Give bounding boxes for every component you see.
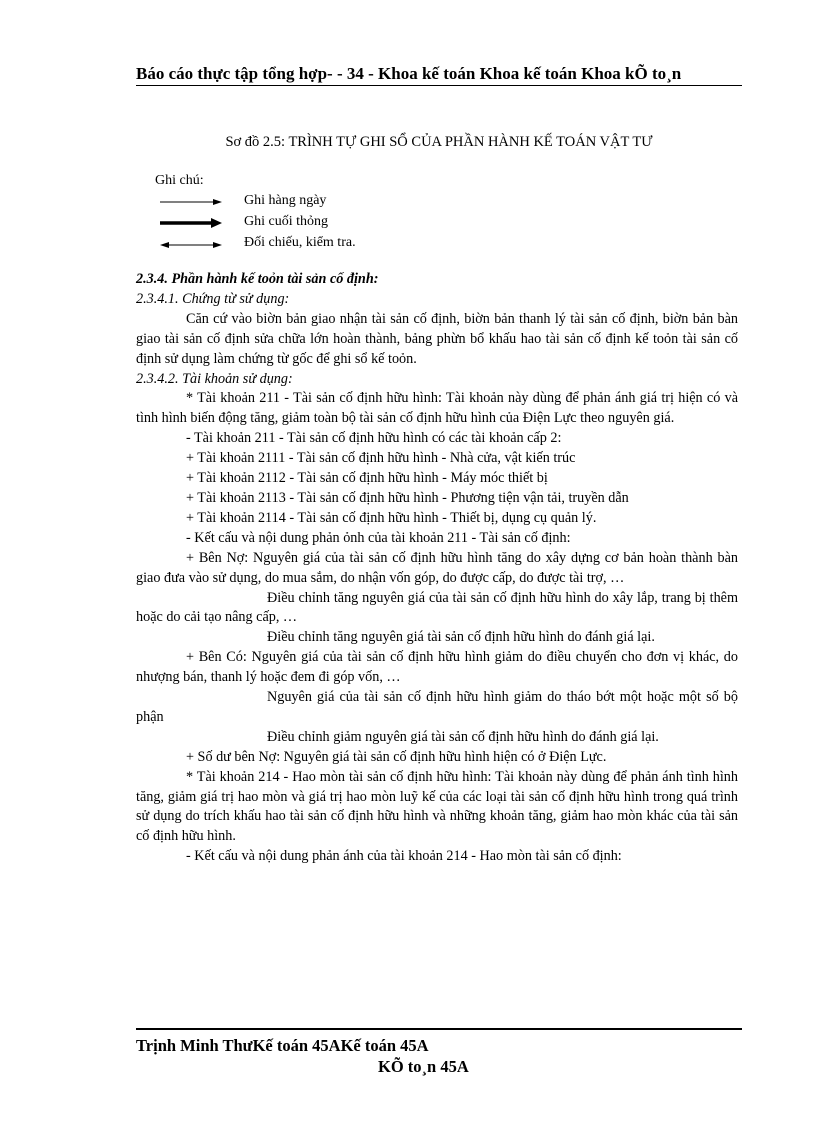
subsection-heading: 2.3.4.2. Tài khoản sử dụng: xyxy=(136,370,293,387)
thick-arrow-right-icon xyxy=(160,214,222,232)
legend-item-reconcile xyxy=(160,235,560,253)
legend-item-daily xyxy=(160,193,560,211)
paragraph: Nguyên giá của tài sản cố định hữu hình giảm do tháo bớt một hoặc một số bộ phận xyxy=(136,689,738,725)
paragraph: Điều chỉnh giảm nguyên giá tài sản cố định hữu hình do đánh giá lại. xyxy=(267,728,659,745)
paragraph: + Tài khoản 2113 - Tài sản cố định hữu hình - Phương tiện vận tải, truyền dẫn xyxy=(186,489,629,506)
legend-text: Ghi hàng ngày xyxy=(244,193,327,208)
footer-author: Trịnh Minh ThưKế toán 45AKế toán 45A xyxy=(136,1036,429,1055)
legend-label: Ghi chú: xyxy=(155,173,204,188)
paragraph: + Tài khoản 2114 - Tài sản cố định hữu hình - Thiết bị, dụng cụ quản lý. xyxy=(186,509,597,526)
legend-text: Ghi cuối thỏng xyxy=(244,214,328,229)
paragraph: - Tài khoản 211 - Tài sản cố định hữu hình có các tài khoản cấp 2: xyxy=(186,430,562,447)
paragraph: - Kết cấu và nội dung phản ánh của tài khoản 214 - Hao mòn tài sản cố định: xyxy=(186,848,622,865)
paragraph: Điều chỉnh tăng nguyên giá tài sản cố định hữu hình do đánh giá lại. xyxy=(267,629,655,646)
diagram-title: Sơ đồ 2.5: TRÌNH TỰ GHI SỔ CỦA PHẦN HÀNH KẾ TOÁN VẬT TƯ xyxy=(225,134,653,150)
thin-arrow-right-icon xyxy=(160,193,222,211)
paragraph: Điều chỉnh tăng nguyên giá của tài sản cố định hữu hình do xây lắp, trang bị thêm hoặc do cải tạo nâng cấp, … xyxy=(136,589,738,626)
paragraph: + Tài khoản 2111 - Tài sản cố định hữu hình - Nhà cửa, vật kiến trúc xyxy=(186,450,576,467)
page-header: Báo cáo thực tập tổng hợp- - 34 - Khoa kế toán Khoa kế toán Khoa kÕ to¸n xyxy=(136,64,682,83)
footer-rule xyxy=(136,1028,742,1030)
footer-class: KÕ to¸n 45A xyxy=(378,1057,469,1076)
paragraph: * Tài khoản 211 - Tài sản cố định hữu hình: Tài khoản này dùng để phản ánh giá trị hiện có và tình hình biến động tăng, giảm toàn bộ tài sản cố định hữu hình của Điện Lực theo nguyên giá. xyxy=(136,390,738,427)
legend-text: Đối chiếu, kiểm tra. xyxy=(244,235,356,250)
paragraph: + Bên Nợ: Nguyên giá của tài sản cố định hữu hình tăng do xây dựng cơ bản hoàn thành bàn giao đưa vào sử dụng, do mua sắm, do nhận vốn góp, do được cấp, do được tài trợ, … xyxy=(136,549,738,586)
paragraph: Căn cứ vào biờn bản giao nhận tài sản cố định, biờn bản thanh lý tài sản cố định, biờn bản bàn giao tài sản cố định sửa chữa lớn hoàn thành, bảng phừn bổ khấu hao tài sản cố định kế toỏn tài sản cố định sử dụng làm chứng từ gốc để ghi sổ kế toỏn. xyxy=(136,310,738,367)
paragraph: + Bên Có: Nguyên giá của tài sản cố định hữu hình giảm do điều chuyển cho đơn vị khác, do nhượng bán, thanh lý hoặc đem đi góp vốn, … xyxy=(136,649,738,686)
section-heading: 2.3.4. Phần hành kế toỏn tài sản cố định: xyxy=(136,271,379,287)
body-text xyxy=(136,270,738,867)
paragraph: - Kết cấu và nội dung phản ỏnh của tài khoản 211 - Tài sản cố định: xyxy=(186,529,571,546)
paragraph: + Tài khoản 2112 - Tài sản cố định hữu hình - Máy móc thiết bị xyxy=(186,470,548,487)
subsection-heading: 2.3.4.1. Chứng từ sử dụng: xyxy=(136,290,290,307)
paragraph: * Tài khoản 214 - Hao mòn tài sản cố định hữu hình: Tài khoản này dùng để phản ánh tình hình tăng, giảm giá trị hao mòn và giá trị hao mòn luỹ kế của các loại tài sản cố định hữu hình trong quá trình sử dụng do trích khấu hao tài sản cố định hữu hình và những khoản tăng, giảm hao mòn khác của tài sản cố định hữu hình. xyxy=(136,768,738,845)
legend-item-monthly xyxy=(160,214,560,232)
double-headed-arrow-icon xyxy=(160,235,222,253)
header-rule xyxy=(136,85,742,86)
paragraph: + Số dư bên Nợ: Nguyên giá tài sản cố định hữu hình hiện có ở Điện Lực. xyxy=(186,748,607,765)
